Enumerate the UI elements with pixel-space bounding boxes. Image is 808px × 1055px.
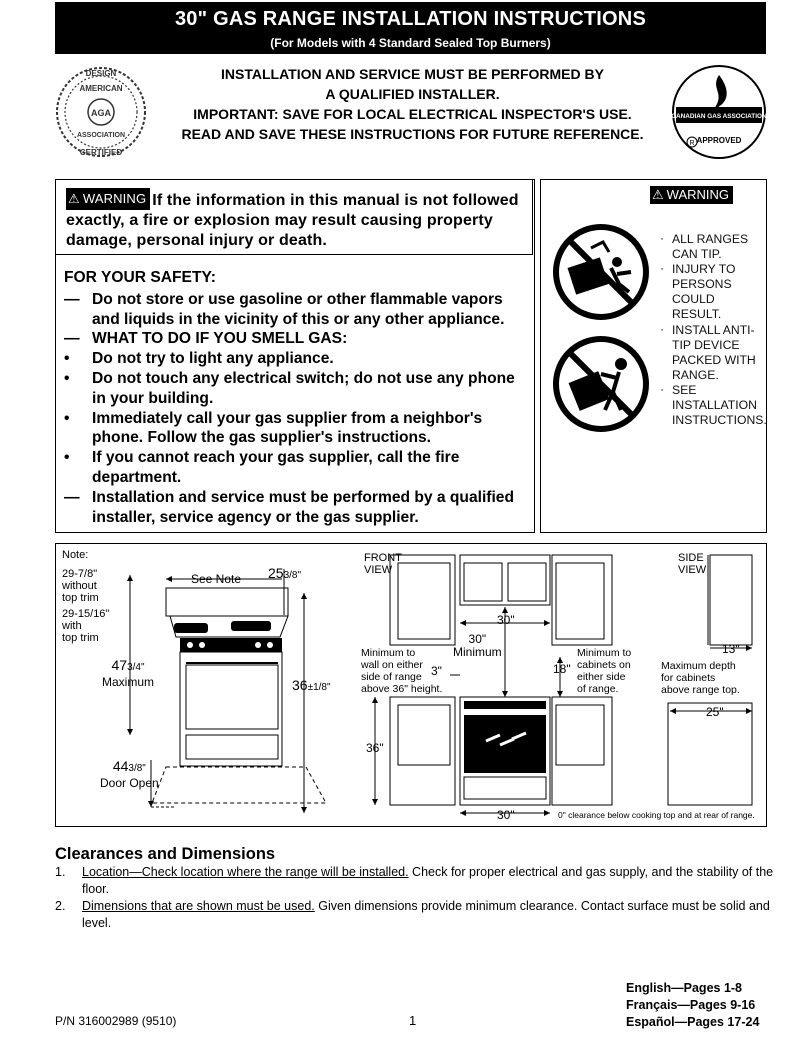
aga-design-certified-seal: [55, 62, 147, 162]
svg-text:AMERICAN: AMERICAN: [79, 84, 123, 93]
warning-triangle-icon: ⚠: [652, 187, 664, 202]
registered-mark: R: [689, 140, 695, 147]
safety-item-text: Do not try to light any appliance.: [92, 350, 334, 368]
title-bar: [55, 2, 766, 54]
safety-item-marker: —: [64, 330, 80, 348]
page-number: 1: [409, 1013, 417, 1028]
safety-item: [64, 409, 526, 449]
safety-item-marker: —: [64, 488, 80, 506]
svg-text:ASSOCIATION: ASSOCIATION: [76, 132, 126, 139]
safety-item-marker: •: [64, 350, 70, 368]
notice-line: READ AND SAVE THESE INSTRUCTIONS FOR FUTURE REFERENCE.: [181, 126, 644, 142]
side-view-label: SIDE VIEW: [678, 552, 707, 576]
cga-seal-bottom-text: APPROVED: [696, 136, 742, 145]
clearances-list: [55, 864, 775, 932]
install-notice: [150, 64, 675, 144]
svg-text:AGA: AGA: [91, 108, 111, 118]
safety-instructions: [64, 268, 526, 527]
width-dimension: 253/8": [268, 565, 302, 581]
dim-3-label: 3": [431, 664, 442, 678]
safety-heading: FOR YOUR SAFETY:: [64, 269, 216, 286]
language-french: Français—Pages 9-16: [626, 998, 756, 1012]
safety-item-marker: •: [64, 409, 70, 427]
front-view-label: FRONT VIEW: [364, 552, 402, 576]
note-without-trim: 29-7/8" without top trim: [62, 568, 99, 604]
clearances-heading: Clearances and Dimensions: [55, 845, 276, 863]
note-label: Note:: [62, 549, 89, 561]
cga-seal-top-text: CANADIAN GAS ASSOCIATION: [671, 113, 767, 120]
min-30-dimension: 30" Minimum: [453, 632, 502, 659]
clearance-item: [55, 898, 775, 932]
safety-item-text: If you cannot reach your gas supplier, call the fire department.: [92, 449, 460, 486]
safety-item: [64, 369, 526, 409]
svg-text:CERTIFIED: CERTIFIED: [79, 148, 123, 157]
standard-height-dimension: 36±1/8": [292, 677, 331, 693]
clearance-item-lead: Dimensions that are shown must be used.: [82, 899, 315, 913]
clearance-item-lead: Location—Check location where the range will be installed.: [82, 865, 409, 879]
safety-item: [64, 448, 526, 488]
safety-item-marker: •: [64, 369, 70, 387]
language-index: [626, 980, 759, 1031]
tip-warning-item: · INSTALL ANTI-TIP DEVICE PACKED WITH RANGE.: [660, 323, 764, 383]
clearance-item-text: Check for proper electrical and gas supply, and the stability of the floor.: [82, 865, 774, 896]
tip-warning-item: · SEE INSTALLATION INSTRUCTIONS.: [660, 383, 764, 428]
safety-item: [64, 488, 526, 528]
tip-warning-label: ⚠ WARNING: [650, 186, 735, 206]
bottom-30-dimension: 30": [497, 808, 515, 822]
zero-clearance-note: 0" clearance below cooking top and at rear of range.: [558, 810, 755, 820]
tip-warning-item: · INJURY TO PERSONS COULD RESULT.: [660, 262, 764, 322]
wall-clearance-note: Minimum to wall on either side of range above 36" height.: [361, 647, 443, 695]
warning-statement: [66, 188, 526, 251]
language-spanish: Español—Pages 17-24: [626, 1015, 760, 1029]
safety-item-marker: •: [64, 449, 70, 467]
warning-text: If the information in this manual is not followed exactly, a fire or explosion may result causing property damage, personal injury or death.: [66, 192, 519, 249]
safety-item: [64, 329, 526, 349]
dim-36-label: 36": [366, 741, 384, 755]
notice-line: INSTALLATION AND SERVICE MUST BE PERFORMED BY: [221, 66, 604, 82]
warning-label: ⚠ WARNING: [66, 188, 150, 210]
notice-line: IMPORTANT: SAVE FOR LOCAL ELECTRICAL INSPECTOR'S USE.: [193, 106, 632, 122]
safety-list: [64, 290, 526, 528]
dim-18-label: 18": [553, 662, 571, 676]
clearance-item-number: 1.: [55, 865, 66, 879]
note-with-trim: 29-15/16" with top trim: [62, 608, 110, 644]
cabinet-depth-note: Maximum depth for cabinets above range top.: [661, 660, 740, 696]
height-max-dimension: 473/4" Maximum: [102, 657, 155, 689]
dim-13-label: 13": [722, 642, 740, 656]
safety-item-text: Installation and service must be performed by a qualified installer, service agency or the gas supplier.: [92, 488, 515, 526]
dim-25-label: 25": [706, 705, 724, 719]
cga-approved-seal: [670, 63, 768, 161]
clearance-item-number: 2.: [55, 899, 66, 913]
top-30-dimension: 30": [497, 613, 515, 627]
range-tip-hazard-icon: [551, 222, 651, 322]
safety-item-text: Immediately call your gas supplier from a neighbor's phone. Follow the gas supplier's instructions.: [92, 409, 483, 447]
safety-item: [64, 290, 526, 330]
tip-warning-list: [660, 232, 767, 428]
safety-item-text: Do not touch any electrical switch; do not use any phone in your building.: [92, 369, 515, 407]
safety-item-text: WHAT TO DO IF YOU SMELL GAS:: [92, 330, 348, 348]
see-note-label: See Note: [191, 572, 242, 586]
svg-text:DESIGN: DESIGN: [85, 69, 117, 78]
door-open-dimension: 443/8" Door Open: [100, 758, 159, 790]
page-title: 30" GAS RANGE INSTALLATION INSTRUCTIONS: [174, 8, 646, 30]
clearance-item: [55, 864, 775, 898]
safety-item-text: Do not store or use gasoline or other flammable vapors and liquids in the vicinity of this or any other appliance.: [92, 290, 505, 328]
safety-item: [64, 349, 526, 369]
tip-warning-item: · ALL RANGES CAN TIP.: [660, 232, 764, 262]
range-tip-child-hazard-icon: [551, 334, 651, 434]
notice-line: A QUALIFIED INSTALLER.: [325, 86, 500, 102]
warning-triangle-icon: ⚠: [68, 191, 80, 206]
page-subtitle: (For Models with 4 Standard Sealed Top Burners): [270, 36, 551, 50]
clearance-item-text: Given dimensions provide minimum clearance. Contact surface must be solid and level.: [82, 899, 770, 930]
part-number: P/N 316002989 (9510): [55, 1014, 177, 1028]
safety-item-marker: —: [64, 290, 80, 308]
cabinet-clearance-note: Minimum to cabinets on either side of range.: [577, 647, 632, 695]
language-english: English—Pages 1-8: [626, 981, 743, 995]
